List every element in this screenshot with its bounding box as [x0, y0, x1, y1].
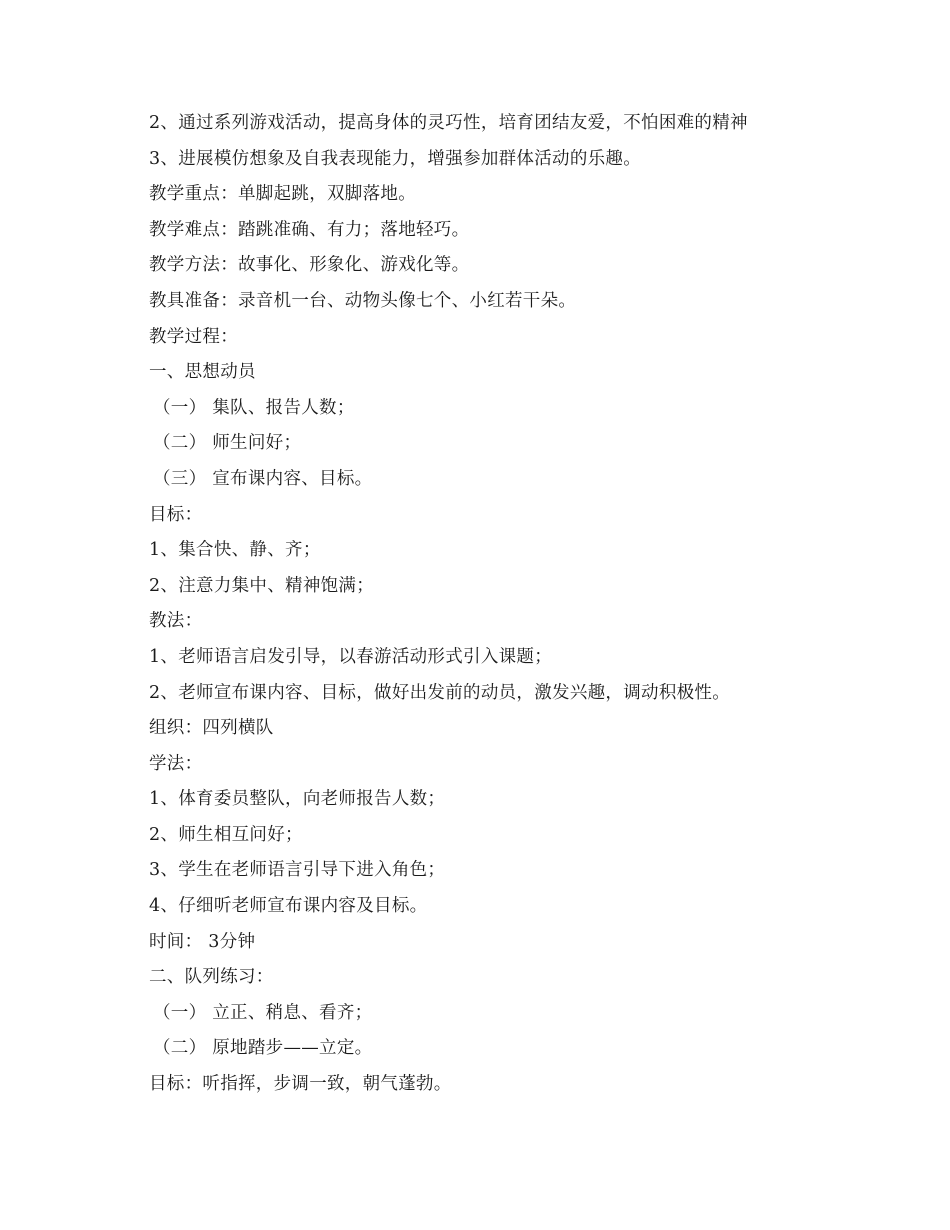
section-2-heading: 二、队列练习：: [149, 967, 274, 988]
objective-2: 2、通过系列游戏活动，提高身体的灵巧性，培育团结友爱，不怕困难的精神: [149, 113, 748, 133]
teaching-difficulty: 教学难点：踏跳准确、有力；落地轻巧。: [149, 219, 470, 240]
goal-2: 2、注意力集中、精神饱满；: [149, 575, 375, 596]
teaching-method: 教学方法：故事化、形象化、游戏化等。: [149, 255, 470, 276]
section-1-item-3: （三） 宣布课内容、目标。: [153, 468, 373, 489]
section-2-goal: 目标：听指挥，步调一致，朝气蓬勃。: [149, 1074, 452, 1095]
section-2-item-1: （一） 立正、稍息、看齐；: [153, 1002, 373, 1023]
section-1-heading: 一、思想动员: [149, 362, 256, 383]
section-2-item-2: （二） 原地踏步——立定。: [153, 1038, 373, 1059]
teaching-process-heading: 教学过程：: [149, 326, 238, 347]
learning-approach-heading: 学法：: [149, 753, 203, 774]
teaching-aids: 教具准备：录音机一台、动物头像七个、小红若干朵。: [149, 290, 577, 311]
teaching-approach-heading: 教法：: [149, 611, 203, 632]
time-allocation: 时间： 3分钟: [149, 931, 256, 952]
learning-approach-2: 2、师生相互问好；: [149, 824, 303, 845]
goals-heading: 目标：: [149, 504, 203, 525]
document-body: [149, 106, 849, 1103]
learning-approach-3: 3、学生在老师语言引导下进入角色；: [149, 860, 446, 881]
section-1-item-1: （一） 集队、报告人数；: [153, 397, 355, 418]
goal-1: 1、集合快、静、齐；: [149, 540, 321, 561]
teaching-approach-2: 2、老师宣布课内容、目标，做好出发前的动员，激发兴趣，调动积极性。: [149, 682, 731, 703]
objective-3: 3、进展模仿想象及自我表现能力，增强参加群体活动的乐趣。: [149, 148, 642, 169]
learning-approach-4: 4、仔细听老师宣布课内容及目标。: [149, 896, 428, 917]
teaching-approach-1: 1、老师语言启发引导，以春游活动形式引入课题；: [149, 646, 553, 667]
teaching-focus: 教学重点：单脚起跳，双脚落地。: [149, 184, 416, 205]
organization: 组织：四列横队: [149, 718, 274, 739]
section-1-item-2: （二） 师生问好；: [153, 433, 302, 454]
learning-approach-1: 1、体育委员整队，向老师报告人数；: [149, 789, 446, 810]
